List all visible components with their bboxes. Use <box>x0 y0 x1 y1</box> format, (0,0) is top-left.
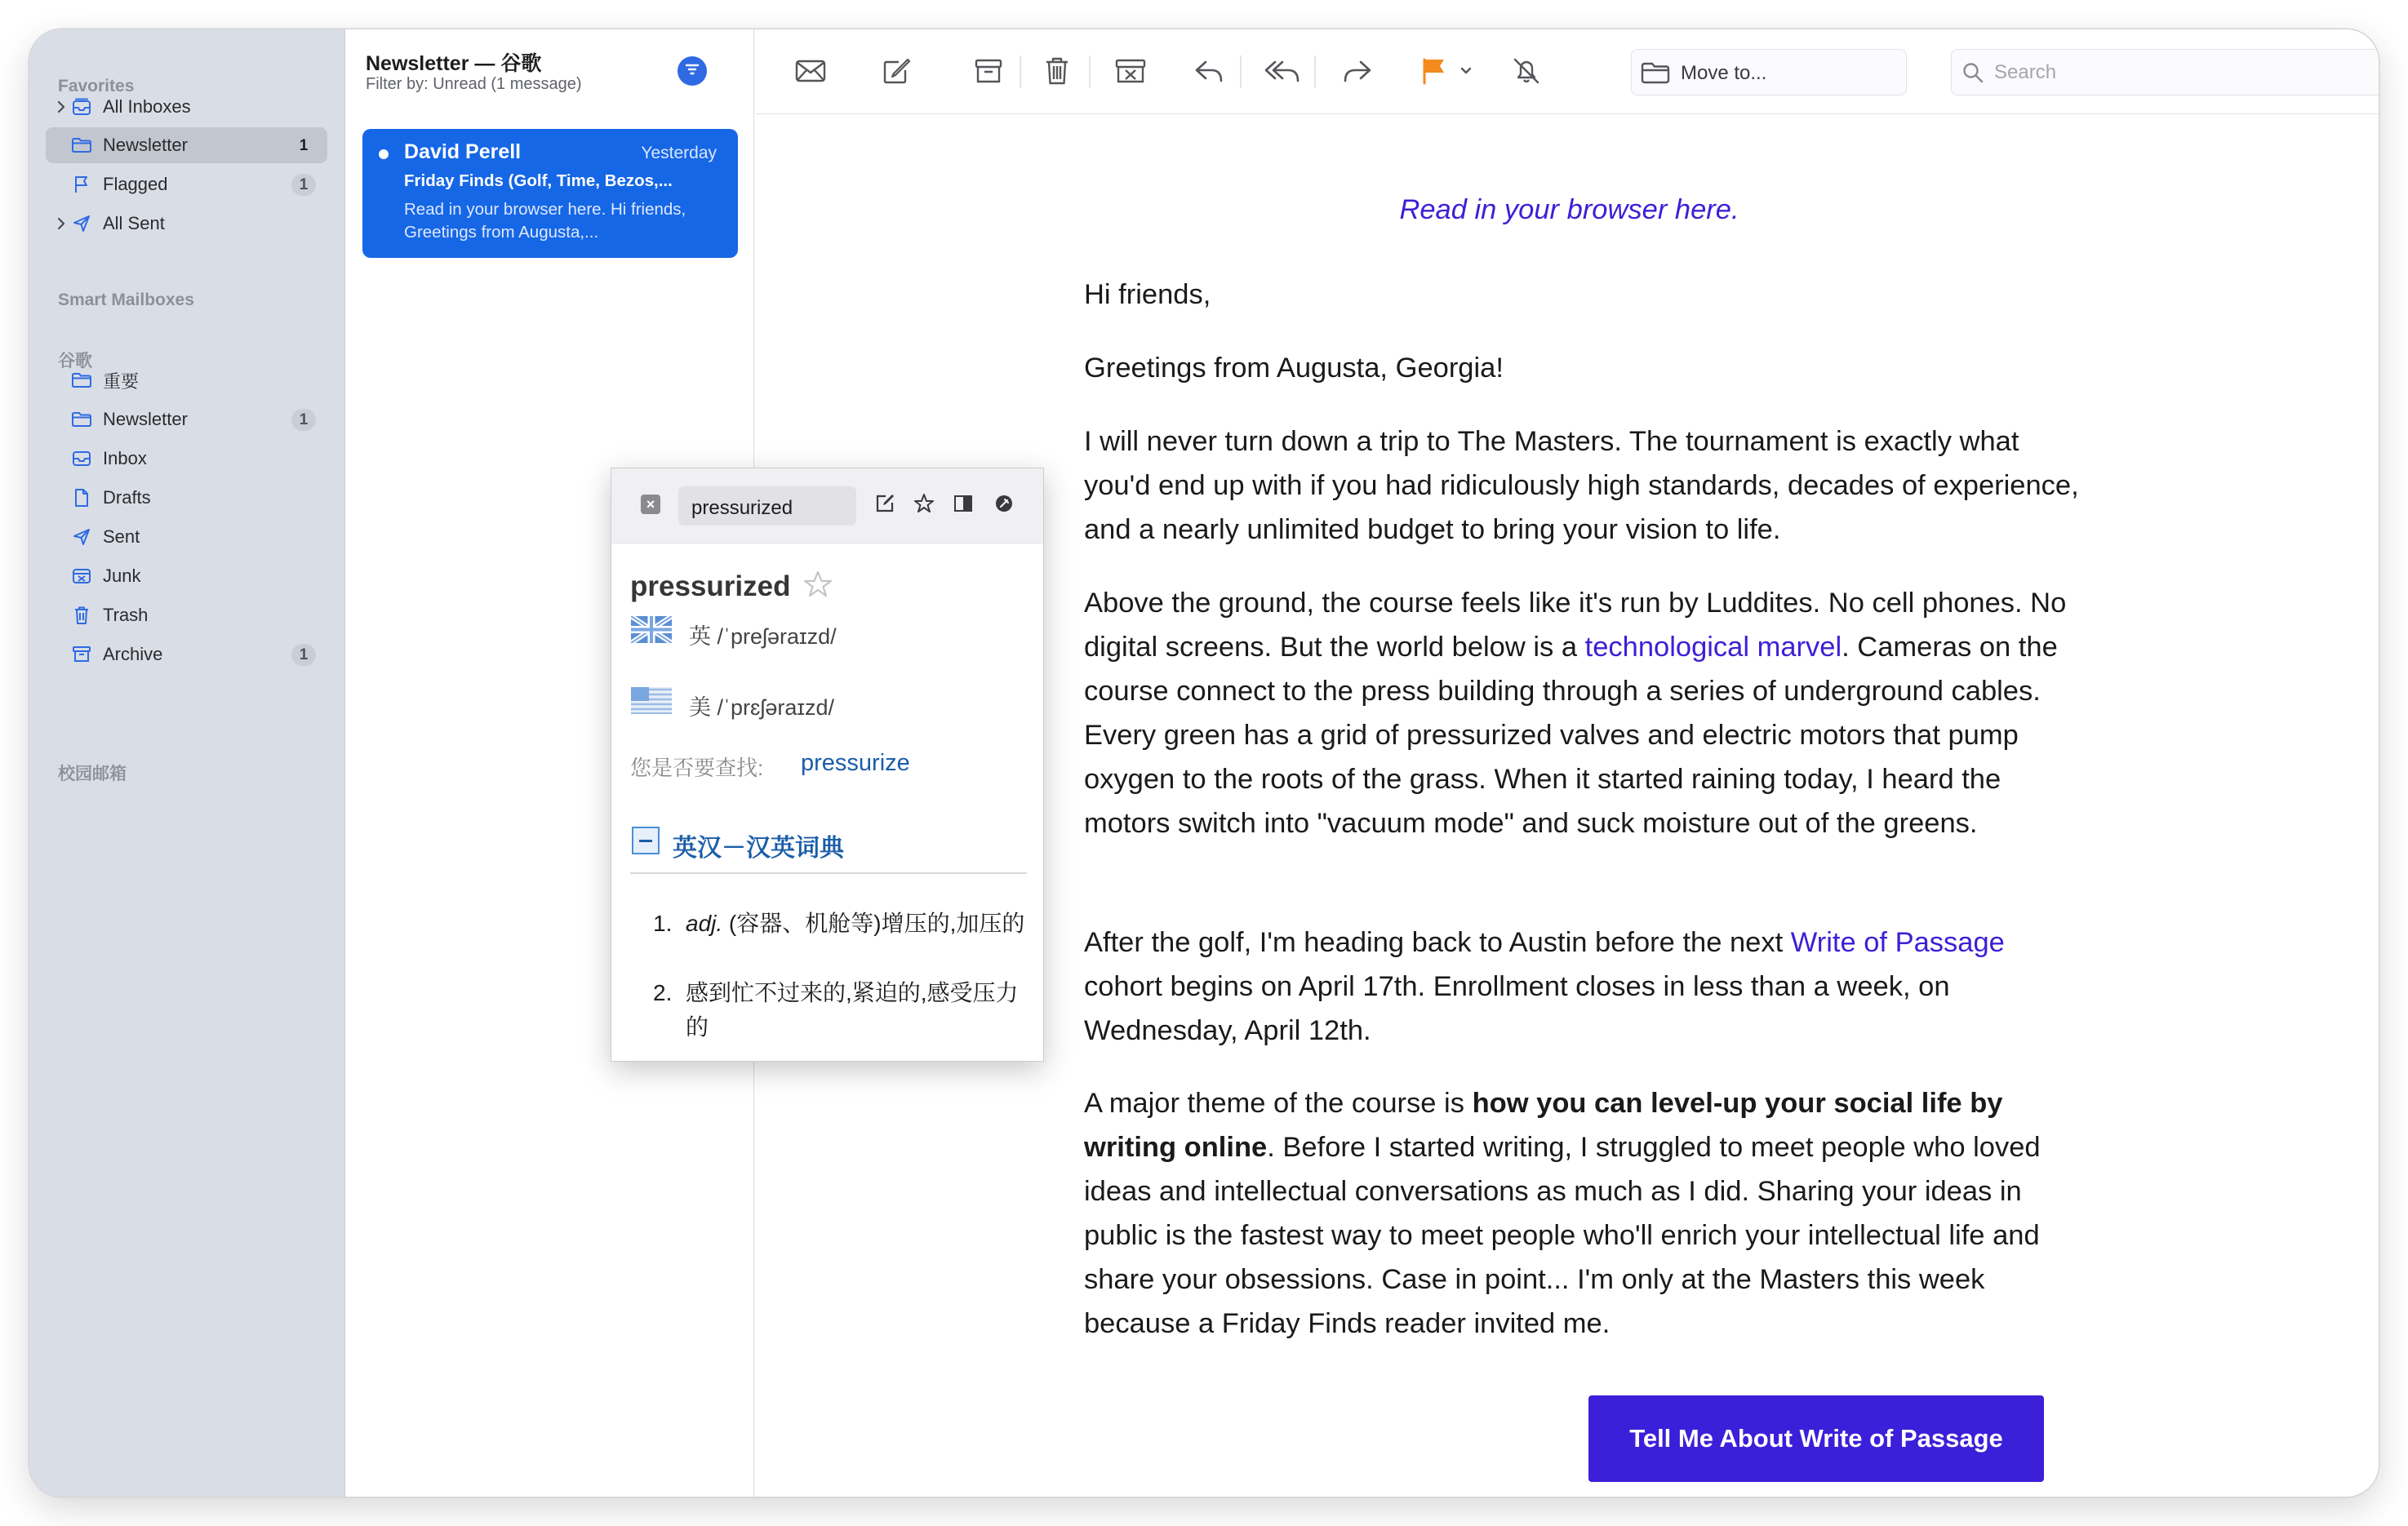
reply-icon <box>1193 59 1224 87</box>
sidebar-item-label: Archive <box>103 644 163 664</box>
filter-button[interactable] <box>678 56 707 86</box>
text-run: Above the ground, the course feels like it's run by Luddites. No cell phones. No digital screens. But the world below is a <box>1084 588 2067 663</box>
technological-marvel-link[interactable]: technological marvel <box>1584 632 1842 663</box>
search-icon <box>1961 61 1984 88</box>
toolbar-divider <box>1020 55 1021 88</box>
unread-count-badge: 1 <box>291 644 316 666</box>
us-phonetic[interactable]: 美 /ˈprɛʃəraɪzd/ <box>689 695 835 720</box>
sidebar-item-all-inboxes[interactable] <box>46 89 327 125</box>
sidebar-item-label: Sent <box>103 526 140 547</box>
trash-icon <box>1045 56 1069 90</box>
move-to-label: Move to... <box>1681 62 1767 84</box>
chevron-right-icon[interactable] <box>54 206 69 242</box>
flag-menu-button[interactable] <box>1453 53 1479 92</box>
filter-icon <box>684 63 700 80</box>
suggestion-label: 您是否要查找: <box>630 756 764 780</box>
toolbar <box>756 29 2379 114</box>
junk-icon <box>70 558 93 594</box>
write-of-passage-link[interactable]: Write of Passage <box>1790 927 2005 958</box>
email-paragraph: I will never turn down a trip to The Masters. The tournament is exactly what you'd end up with if you had ridiculously high standards, decades of experience, and a nearly unlimited budget to bring your vision to life. <box>1084 426 2079 545</box>
sidebar-item-all-sent[interactable] <box>46 206 327 242</box>
forward-icon <box>1342 59 1373 87</box>
sidebar-item-label: All Inboxes <box>103 96 191 117</box>
document-icon <box>70 480 93 516</box>
sidebar-item-label: Newsletter <box>103 409 188 429</box>
get-mail-button[interactable] <box>790 53 831 92</box>
reply-all-icon <box>1264 59 1301 87</box>
text-run: After the golf, I'm heading back to Austin before the next <box>1084 927 1791 958</box>
text-run: . Before I started writing, I struggled to meet people who loved ideas and intellectual conversations as much as I did. Sharing your ideas in public is the fastest way to meet people who'll enrich your intellectual life and share your obsessions. Case in point... I'm only at the Masters this week because a Friday Finds reader invited me. <box>1084 1132 2041 1339</box>
dictionary-popup <box>611 468 1044 1062</box>
unread-count-badge: 1 <box>291 409 316 431</box>
dictionary-search-input[interactable]: pressurized <box>678 486 856 526</box>
sidebar-item-flagged[interactable] <box>46 166 327 202</box>
trash-icon <box>70 597 93 633</box>
pin-button[interactable] <box>990 491 1018 519</box>
mute-button[interactable] <box>1506 53 1547 92</box>
email-greeting: Hi friends, <box>1084 279 1211 310</box>
message-subject: Friday Finds (Golf, Time, Bezos,... <box>404 171 673 190</box>
favorites-heading: Favorites <box>58 77 135 95</box>
folder-icon <box>1640 61 1671 88</box>
sidebar-item-label: Junk <box>103 566 141 586</box>
sidebar <box>29 29 345 1497</box>
dictionary-section-title: 英汉－汉英词典 <box>673 835 844 862</box>
text-run: . Cameras on the course connect to the press building through a series of underground cables. Every green has a grid of pressurized valves and electric motors that pump oxygen to the roots of the grass. When it started raining today, I heard the motors switch into "vacuum mode" and suck moisture out of the greens. <box>1084 632 2058 839</box>
sidebar-item-label: Drafts <box>103 487 151 508</box>
reply-button[interactable] <box>1188 53 1229 92</box>
headword: pressurized <box>630 570 791 602</box>
sidebar-icon <box>953 494 973 517</box>
tray-icon <box>70 441 93 477</box>
definition-gloss: (容器、机舱等)增压的,加压的 <box>722 911 1025 936</box>
sidebar-item-trash[interactable] <box>46 597 327 633</box>
unread-dot <box>379 149 389 159</box>
sidebar-item-label: All Sent <box>103 213 165 233</box>
email-paragraph: Greetings from Augusta, Georgia! <box>1084 353 1504 384</box>
star-outline-icon[interactable] <box>802 570 833 603</box>
sidebar-item-label: Trash <box>103 605 149 625</box>
message-date: Yesterday <box>641 144 717 162</box>
uk-phonetic[interactable]: 英 /ˈpreʃəraɪzd/ <box>689 624 837 649</box>
sidebar-item-newsletter-account[interactable] <box>46 401 327 437</box>
forward-button[interactable] <box>1337 53 1378 92</box>
favorite-button[interactable] <box>910 491 938 519</box>
browser-link[interactable]: Read in your browser here. <box>1399 194 1739 225</box>
move-to-button[interactable] <box>1631 49 1907 95</box>
text-run: A major theme of the course is <box>1084 1088 1473 1119</box>
junk-icon <box>1114 58 1147 88</box>
sidebar-toggle-button[interactable] <box>949 491 977 519</box>
paper-plane-icon <box>70 519 93 555</box>
uk-flag-icon <box>631 616 672 643</box>
definition-number: 2. <box>653 980 673 1005</box>
email-paragraph <box>1084 581 2088 845</box>
us-flag-icon <box>631 687 672 714</box>
sidebar-item-label: Flagged <box>103 174 168 194</box>
filter-status: Filter by: Unread (1 message) <box>366 75 582 93</box>
mailbox-title: Newsletter — 谷歌 <box>366 52 542 75</box>
sidebar-item-newsletter[interactable] <box>46 127 327 163</box>
sidebar-item-label: Inbox <box>103 448 147 468</box>
paper-plane-icon <box>70 206 93 242</box>
delete-button[interactable] <box>1037 53 1077 92</box>
smart-mailboxes-heading: Smart Mailboxes <box>58 291 194 309</box>
account-heading: 谷歌 <box>58 352 92 370</box>
flag-button[interactable] <box>1414 53 1455 92</box>
definition-text <box>686 907 1029 941</box>
divider <box>630 872 1027 874</box>
compose-button[interactable] <box>877 53 917 92</box>
chevron-right-icon[interactable] <box>54 89 69 125</box>
archive-button[interactable] <box>968 53 1009 92</box>
chevron-down-icon <box>1459 65 1473 80</box>
sidebar-item-label: Newsletter <box>103 135 188 155</box>
flag-icon <box>70 166 93 202</box>
folder-icon <box>70 401 93 437</box>
folder-icon <box>70 127 93 163</box>
sidebar-item-junk[interactable] <box>46 558 327 594</box>
message-list-item[interactable] <box>362 129 738 258</box>
archive-icon <box>70 637 93 672</box>
star-icon <box>913 493 935 518</box>
sidebar-item-label: 重要 <box>103 370 140 392</box>
suggestion-link[interactable]: pressurize <box>801 750 910 776</box>
collapse-section-icon[interactable] <box>632 827 660 854</box>
text-run: cohort begins on April 17th. Enrollment closes in less than a week, on Wednesday, April 12th. <box>1084 971 1950 1046</box>
edit-icon <box>874 493 895 518</box>
definition-number: 1. <box>653 911 673 936</box>
unread-count-badge: 1 <box>291 174 316 196</box>
envelope-icon <box>795 59 826 87</box>
sidebar-item-archive[interactable] <box>46 637 327 672</box>
sidebar-item-sent[interactable] <box>46 519 327 555</box>
email-paragraph <box>1084 1081 2088 1346</box>
archive-icon <box>974 58 1003 88</box>
compose-icon <box>882 57 912 89</box>
search-input[interactable] <box>1994 60 2370 86</box>
tray-stack-icon <box>70 89 93 125</box>
dictionary-header <box>611 468 1043 543</box>
folder-icon <box>70 362 93 398</box>
bold-text-run: how you can level-up your social life by writing online <box>1084 1088 2003 1163</box>
unread-count-badge: 1 <box>299 136 309 154</box>
sidebar-item-inbox[interactable] <box>46 441 327 477</box>
message-preview: Read in your browser here. Hi friends, Greetings from Augusta,... <box>404 200 686 242</box>
search-field[interactable] <box>1951 49 2379 95</box>
reply-all-button[interactable] <box>1262 53 1303 92</box>
mail-window <box>29 29 2379 1497</box>
sidebar-item-drafts[interactable] <box>46 480 327 516</box>
flag-icon <box>1421 57 1447 89</box>
email-paragraph <box>1084 920 2088 1053</box>
sidebar-item-important[interactable] <box>46 362 327 398</box>
definition-text <box>686 976 1029 1045</box>
bell-slash-icon <box>1512 56 1541 90</box>
toolbar-divider <box>1314 55 1316 88</box>
toolbar-divider <box>1240 55 1242 88</box>
definition-gloss: 感到忙不过来的,紧迫的,感受压力的 <box>686 980 1019 1040</box>
cta-button[interactable]: Tell Me About Write of Passage <box>1588 1395 2044 1482</box>
message-sender: David Perell <box>404 140 522 163</box>
edit-note-button[interactable] <box>871 491 899 519</box>
close-icon[interactable]: × <box>641 495 660 514</box>
pin-icon <box>993 493 1015 518</box>
campus-mail-heading: 校园邮箱 <box>58 765 127 783</box>
junk-button[interactable] <box>1110 53 1151 92</box>
toolbar-divider <box>1089 55 1091 88</box>
part-of-speech: adj. <box>686 911 723 936</box>
